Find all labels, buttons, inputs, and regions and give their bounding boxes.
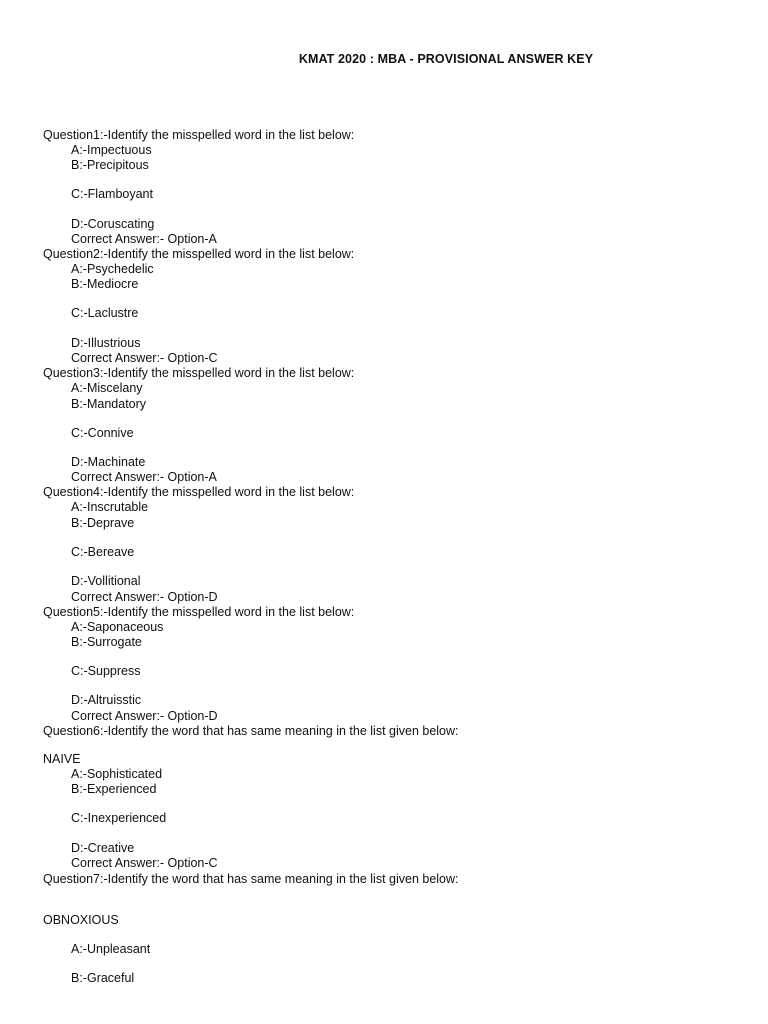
option-a: A:-Sophisticated [71,767,163,781]
correct-answer: Correct Answer:- Option-C [71,351,218,365]
correct-answer: Correct Answer:- Option-D [71,709,218,723]
option-d: D:-Altruisstic [71,693,142,707]
option-b: B:-Precipitous [71,158,149,172]
option-b: B:-Mediocre [71,277,139,291]
correct-answer: Correct Answer:- Option-C [71,856,218,870]
option-d: D:-Illustrious [71,336,141,350]
option-c: C:-Laclustre [71,306,139,320]
option-b: B:-Mandatory [71,397,147,411]
question-text: Question3:-Identify the misspelled word in the list below: [43,366,355,380]
option-c: C:-Connive [71,426,134,440]
option-b: B:-Experienced [71,782,157,796]
option-c: C:-Bereave [71,545,135,559]
option-a: A:-Inscrutable [71,500,149,514]
option-a: A:-Miscelany [71,381,143,395]
option-c: C:-Suppress [71,664,141,678]
option-d: D:-Machinate [71,455,146,469]
question-word: NAIVE [43,752,81,766]
correct-answer: Correct Answer:- Option-A [71,232,217,246]
option-d: D:-Creative [71,841,135,855]
option-a: A:-Unpleasant [71,942,151,956]
question-text: Question2:-Identify the misspelled word in the list below: [43,247,355,261]
option-a: A:-Psychedelic [71,262,154,276]
option-b: B:-Deprave [71,516,135,530]
question-word: OBNOXIOUS [43,913,119,927]
question-text: Question7:-Identify the word that has same meaning in the list given below: [43,872,459,886]
option-c: C:-Flamboyant [71,187,153,201]
question-text: Question1:-Identify the misspelled word in the list below: [43,128,355,142]
question-text: Question6:-Identify the word that has same meaning in the list given below: [43,724,459,738]
option-b: B:-Graceful [71,971,135,985]
option-a: A:-Saponaceous [71,620,164,634]
question-text: Question4:-Identify the misspelled word in the list below: [43,485,355,499]
question-text: Question5:-Identify the misspelled word in the list below: [43,605,355,619]
correct-answer: Correct Answer:- Option-D [71,590,218,604]
option-c: C:-Inexperienced [71,811,167,825]
page-title: KMAT 2020 : MBA - PROVISIONAL ANSWER KEY [298,52,594,66]
option-d: D:-Vollitional [71,574,141,588]
option-b: B:-Surrogate [71,635,142,649]
option-d: D:-Coruscating [71,217,155,231]
correct-answer: Correct Answer:- Option-A [71,470,217,484]
option-a: A:-Impectuous [71,143,152,157]
